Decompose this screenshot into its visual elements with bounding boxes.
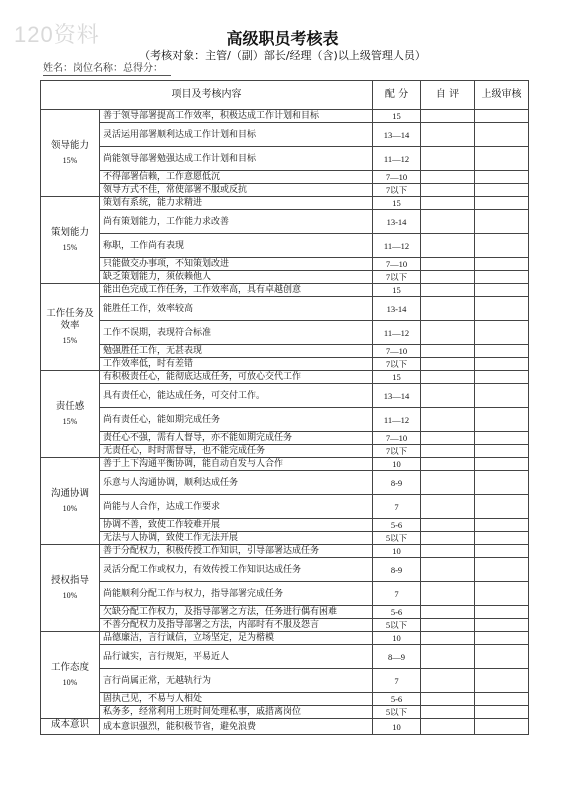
- table-row: [41, 619, 529, 632]
- self-eval-cell[interactable]: [421, 632, 475, 645]
- criterion-text: 不得部署信赖，工作意愿低沉: [100, 171, 373, 184]
- score-range: 7: [373, 582, 421, 606]
- score-range: 8—9: [373, 645, 421, 669]
- self-eval-cell[interactable]: [421, 147, 475, 171]
- criterion-text: 善于分配权力，积极传授工作知识，引导部署达成任务: [100, 545, 373, 558]
- score-range: 5以下: [373, 706, 421, 719]
- table-row: [41, 147, 529, 171]
- score-range: 7—10: [373, 258, 421, 271]
- table-row: [41, 384, 529, 408]
- criterion-text: 无责任心，时时需督导，也不能完成任务: [100, 445, 373, 458]
- header-score: 配 分: [373, 81, 421, 110]
- criterion-text: 灵活运用部署顺利达成工作计划和目标: [100, 123, 373, 147]
- table-row: [41, 358, 529, 371]
- criterion-text: 只能做交办事项，不知策划改进: [100, 258, 373, 271]
- table-row: [41, 197, 529, 210]
- supervisor-review-cell[interactable]: [475, 184, 529, 197]
- supervisor-review-cell[interactable]: [475, 495, 529, 519]
- self-eval-cell[interactable]: [421, 271, 475, 284]
- table-row: [41, 719, 529, 735]
- supervisor-review-cell[interactable]: [475, 532, 529, 545]
- supervisor-review-cell[interactable]: [475, 297, 529, 321]
- self-eval-cell[interactable]: [421, 284, 475, 297]
- self-eval-cell[interactable]: [421, 558, 475, 582]
- supervisor-review-cell[interactable]: [475, 645, 529, 669]
- score-range: 10: [373, 545, 421, 558]
- criterion-text: 灵活分配工作或权力，有效传授工作知识达成任务: [100, 558, 373, 582]
- header-item: 项目及考核内容: [41, 81, 373, 110]
- supervisor-review-cell[interactable]: [475, 408, 529, 432]
- supervisor-review-cell[interactable]: [475, 706, 529, 719]
- category-name: 工作态度: [50, 661, 89, 673]
- supervisor-review-cell[interactable]: [475, 358, 529, 371]
- self-eval-cell[interactable]: [421, 371, 475, 384]
- table-row: [41, 645, 529, 669]
- supervisor-review-cell[interactable]: [475, 345, 529, 358]
- score-range: 7以下: [373, 445, 421, 458]
- category-name: 成本意识: [50, 719, 89, 730]
- supervisor-review-cell[interactable]: [475, 197, 529, 210]
- supervisor-review-cell[interactable]: [475, 147, 529, 171]
- criterion-text: 私务多，经常利用上班时间处理私事，戚措离岗位: [100, 706, 373, 719]
- criterion-text: 尚能顺利分配工作与权力，指导部署完成任务: [100, 582, 373, 606]
- table-row: [41, 371, 529, 384]
- supervisor-review-cell[interactable]: [475, 582, 529, 606]
- self-eval-cell[interactable]: [421, 669, 475, 693]
- name-line: 姓名：岗位名称：总得分：: [43, 62, 171, 76]
- supervisor-review-cell[interactable]: [475, 471, 529, 495]
- category-cell: [41, 632, 100, 719]
- criterion-text: 能胜任工作，效率较高: [100, 297, 373, 321]
- self-eval-cell[interactable]: [421, 619, 475, 632]
- category-cell: [41, 719, 100, 735]
- table-row: [41, 519, 529, 532]
- criterion-text: 不善分配权力及指导部署之方法，内部时有不服及怨言: [100, 619, 373, 632]
- criterion-text: 乐意与人沟通协调，顺利达成任务: [100, 471, 373, 495]
- criterion-text: 善于上下沟通平衡协调，能自动自发与人合作: [100, 458, 373, 471]
- criterion-text: 工作不误期，表现符合标准: [100, 321, 373, 345]
- table-row: [41, 706, 529, 719]
- table-row: [41, 210, 529, 234]
- score-range: 10: [373, 632, 421, 645]
- self-eval-cell[interactable]: [421, 545, 475, 558]
- table-row: [41, 582, 529, 606]
- score-range: 5-6: [373, 606, 421, 619]
- category-weight: 10%: [62, 677, 78, 687]
- criterion-text: 有积极责任心，能彻底达成任务，可放心交代工作: [100, 371, 373, 384]
- self-eval-cell[interactable]: [421, 297, 475, 321]
- score-range: 13-14: [373, 210, 421, 234]
- self-eval-cell[interactable]: [421, 358, 475, 371]
- self-eval-cell[interactable]: [421, 719, 475, 735]
- evaluation-table: [40, 80, 529, 735]
- category-cell: [41, 284, 100, 371]
- criterion-text: 尚有责任心，能如期完成任务: [100, 408, 373, 432]
- self-eval-cell[interactable]: [421, 197, 475, 210]
- self-eval-cell[interactable]: [421, 458, 475, 471]
- table-header-row: [41, 81, 529, 110]
- table-row: [41, 495, 529, 519]
- self-eval-cell[interactable]: [421, 582, 475, 606]
- category-weight: 15%: [62, 335, 78, 345]
- supervisor-review-cell[interactable]: [475, 693, 529, 706]
- table-row: [41, 458, 529, 471]
- table-row: [41, 184, 529, 197]
- table-row: [41, 284, 529, 297]
- score-range: 7以下: [373, 184, 421, 197]
- score-range: 13—14: [373, 384, 421, 408]
- criterion-text: 责任心不强，需有人督导，亦不能如期完成任务: [100, 432, 373, 445]
- table-row: [41, 558, 529, 582]
- score-range: 13—14: [373, 123, 421, 147]
- category-cell: [41, 110, 100, 197]
- criterion-text: 品行诚实，言行规矩，平易近人: [100, 645, 373, 669]
- category-name: 领导能力: [50, 139, 89, 151]
- table-row: [41, 606, 529, 619]
- score-range: 7: [373, 669, 421, 693]
- criterion-text: 策划有系统，能力求精进: [100, 197, 373, 210]
- self-eval-cell[interactable]: [421, 321, 475, 345]
- score-range: 11—12: [373, 234, 421, 258]
- score-range: 7以下: [373, 358, 421, 371]
- score-range: 10: [373, 458, 421, 471]
- self-eval-cell[interactable]: [421, 693, 475, 706]
- score-range: 11—12: [373, 147, 421, 171]
- self-eval-cell[interactable]: [421, 519, 475, 532]
- table-row: [41, 632, 529, 645]
- table-row: [41, 258, 529, 271]
- category-cell: [41, 197, 100, 284]
- self-eval-cell[interactable]: [421, 645, 475, 669]
- category-weight: 10%: [62, 590, 78, 600]
- category-weight: 15%: [62, 416, 78, 426]
- self-eval-cell[interactable]: [421, 532, 475, 545]
- self-eval-cell[interactable]: [421, 110, 475, 123]
- supervisor-review-cell[interactable]: [475, 258, 529, 271]
- self-eval-cell[interactable]: [421, 184, 475, 197]
- supervisor-review-cell[interactable]: [475, 123, 529, 147]
- criterion-text: 欠缺分配工作权力，及指导部署之方法，任务进行偶有困难: [100, 606, 373, 619]
- category-weight: 15%: [62, 155, 78, 165]
- page-title: 高级职员考核表: [226, 29, 339, 48]
- table-row: [41, 693, 529, 706]
- score-range: 7以下: [373, 271, 421, 284]
- table-row: [41, 432, 529, 445]
- score-range: 8-9: [373, 558, 421, 582]
- table-row: [41, 408, 529, 432]
- criterion-text: 固执己见，不易与人相处: [100, 693, 373, 706]
- score-range: 10: [373, 719, 421, 735]
- category-cell: [41, 371, 100, 458]
- self-eval-cell[interactable]: [421, 445, 475, 458]
- criterion-text: 尚能与人合作，达成工作要求: [100, 495, 373, 519]
- category-name: 策划能力: [50, 226, 89, 238]
- criterion-text: 品德廉洁，言行诚信，立场坚定，足为楷模: [100, 632, 373, 645]
- category-weight: 15%: [62, 242, 78, 252]
- criterion-text: 领导方式不佳，常使部署不服或反抗: [100, 184, 373, 197]
- self-eval-cell[interactable]: [421, 384, 475, 408]
- score-range: 15: [373, 197, 421, 210]
- table-body: [41, 110, 529, 735]
- self-eval-cell[interactable]: [421, 345, 475, 358]
- supervisor-review-cell[interactable]: [475, 458, 529, 471]
- supervisor-review-cell[interactable]: [475, 271, 529, 284]
- criterion-text: 成本意识强烈，能积极节省，避免浪费: [100, 719, 373, 735]
- criterion-text: 工作效率低，时有差错: [100, 358, 373, 371]
- score-range: 5以下: [373, 619, 421, 632]
- supervisor-review-cell[interactable]: [475, 210, 529, 234]
- self-eval-cell[interactable]: [421, 495, 475, 519]
- category-weight: 10%: [62, 503, 78, 513]
- score-range: 7—10: [373, 345, 421, 358]
- score-range: 15: [373, 371, 421, 384]
- supervisor-review-cell[interactable]: [475, 606, 529, 619]
- table-row: [41, 110, 529, 123]
- criterion-text: 尚能领导部署勉强达成工作计划和目标: [100, 147, 373, 171]
- supervisor-review-cell[interactable]: [475, 110, 529, 123]
- self-eval-cell[interactable]: [421, 408, 475, 432]
- supervisor-review-cell[interactable]: [475, 284, 529, 297]
- self-eval-cell[interactable]: [421, 432, 475, 445]
- self-eval-cell[interactable]: [421, 234, 475, 258]
- score-range: 7—10: [373, 171, 421, 184]
- supervisor-review-cell[interactable]: [475, 432, 529, 445]
- supervisor-review-cell[interactable]: [475, 545, 529, 558]
- score-range: 7—10: [373, 432, 421, 445]
- criterion-text: 善于领导部署提高工作效率，积极达成工作计划和目标: [100, 110, 373, 123]
- supervisor-review-cell[interactable]: [475, 619, 529, 632]
- supervisor-review-cell[interactable]: [475, 321, 529, 345]
- supervisor-review-cell[interactable]: [475, 234, 529, 258]
- supervisor-review-cell[interactable]: [475, 384, 529, 408]
- self-eval-cell[interactable]: [421, 123, 475, 147]
- table-row: [41, 545, 529, 558]
- category-name: 沟通协调: [50, 487, 89, 499]
- self-eval-cell[interactable]: [421, 210, 475, 234]
- supervisor-review-cell[interactable]: [475, 669, 529, 693]
- score-range: 15: [373, 110, 421, 123]
- category-name: 工作任务及效率: [46, 307, 94, 331]
- table-row: [41, 297, 529, 321]
- category-name: 责任感: [55, 400, 85, 412]
- watermark: 120资料: [14, 22, 100, 47]
- supervisor-review-cell[interactable]: [475, 519, 529, 532]
- category-name: 授权指导: [50, 574, 89, 586]
- supervisor-review-cell[interactable]: [475, 171, 529, 184]
- supervisor-review-cell[interactable]: [475, 719, 529, 735]
- criterion-text: 能出色完成工作任务，工作效率高，具有卓越创意: [100, 284, 373, 297]
- table-row: [41, 669, 529, 693]
- table-row: [41, 532, 529, 545]
- category-cell: [41, 545, 100, 632]
- table-row: [41, 345, 529, 358]
- criterion-text: 言行尚属正常，无越轨行为: [100, 669, 373, 693]
- self-eval-cell[interactable]: [421, 258, 475, 271]
- supervisor-review-cell[interactable]: [475, 445, 529, 458]
- header-self-eval: 自 评: [421, 81, 475, 110]
- score-range: 7: [373, 495, 421, 519]
- score-range: 13-14: [373, 297, 421, 321]
- criterion-text: 缺乏策划能力，须依赖他人: [100, 271, 373, 284]
- category-cell: [41, 458, 100, 545]
- criterion-text: 尚有策划能力，工作能力求改善: [100, 210, 373, 234]
- score-range: 11—12: [373, 408, 421, 432]
- self-eval-cell[interactable]: [421, 606, 475, 619]
- score-range: 5-6: [373, 519, 421, 532]
- header-supervisor-review: 上级审核: [475, 81, 529, 110]
- score-range: 15: [373, 284, 421, 297]
- score-range: 5以下: [373, 532, 421, 545]
- criterion-text: 具有责任心，能达成任务，可交付工作。: [100, 384, 373, 408]
- self-eval-cell[interactable]: [421, 171, 475, 184]
- table-row: [41, 445, 529, 458]
- table-row: [41, 471, 529, 495]
- table-row: [41, 123, 529, 147]
- criterion-text: 称职，工作尚有表现: [100, 234, 373, 258]
- table-row: [41, 234, 529, 258]
- criterion-text: 协调不善，致使工作较难开展: [100, 519, 373, 532]
- supervisor-review-cell[interactable]: [475, 371, 529, 384]
- score-range: 5-6: [373, 693, 421, 706]
- criterion-text: 勉强胜任工作，无甚表现: [100, 345, 373, 358]
- criterion-text: 无法与人协调，致使工作无法开展: [100, 532, 373, 545]
- table-row: [41, 171, 529, 184]
- score-range: 8-9: [373, 471, 421, 495]
- score-range: 11—12: [373, 321, 421, 345]
- self-eval-cell[interactable]: [421, 471, 475, 495]
- supervisor-review-cell[interactable]: [475, 558, 529, 582]
- table-row: [41, 271, 529, 284]
- table-row: [41, 321, 529, 345]
- supervisor-review-cell[interactable]: [475, 632, 529, 645]
- page-subtitle: （考核对象：主管/（副）部长/经理（含)以上级管理人员）: [139, 49, 426, 62]
- self-eval-cell[interactable]: [421, 706, 475, 719]
